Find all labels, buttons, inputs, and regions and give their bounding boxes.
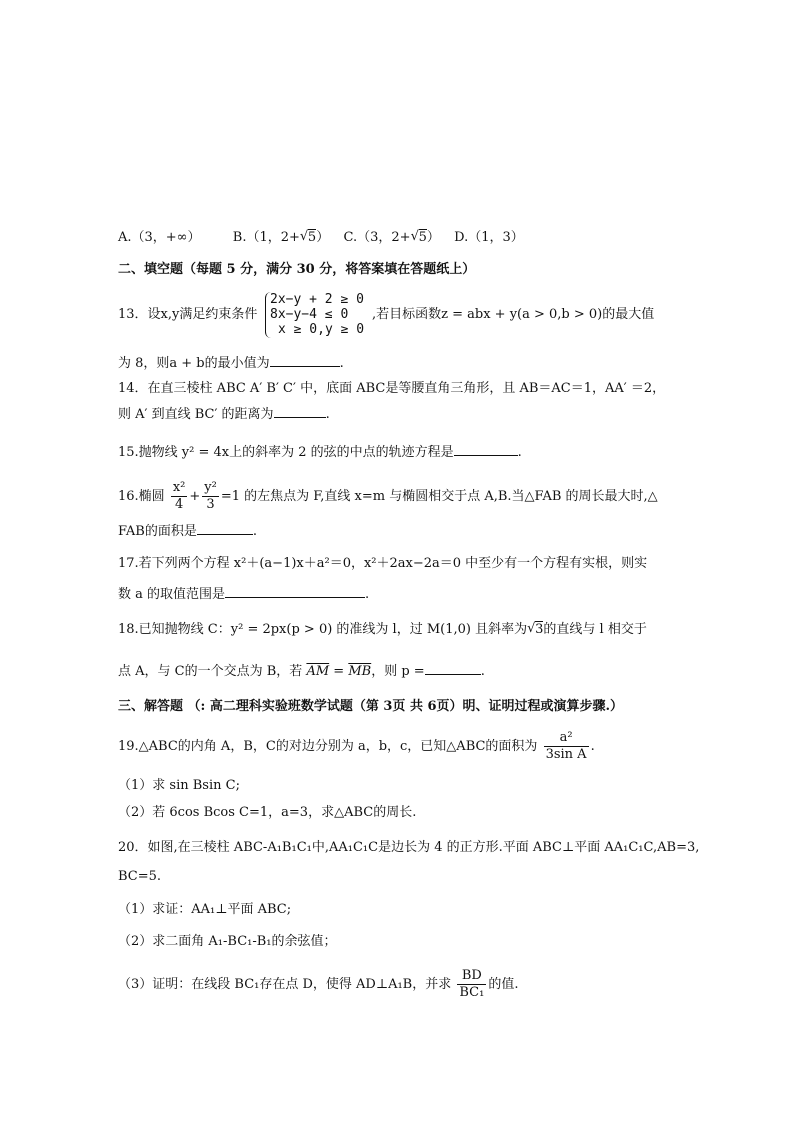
q16-frac-x: $\frac{\text{x²}}{4}$ (172, 480, 186, 512)
q16-line2: FAB的面积是 . (118, 524, 257, 539)
q17-answer-blank[interactable] (225, 585, 365, 598)
q18-line2: 点 A，与 C的一个交点为 B，若 $\overline{AM} = \overline{MB}$，则 p = . (118, 664, 485, 679)
q18-vector-mb: $\overline{MB}$ (348, 664, 372, 679)
q20-part1: （1）求证：AA₁⊥平面 ABC; (118, 902, 292, 917)
q18-answer-blank[interactable] (425, 662, 481, 675)
q17-line2: 数 a 的取值范围是 . (118, 587, 370, 602)
q17-line1: 17.若下列两个方程 x²＋(a−1)x＋a²＝0，x²＋2ax−2a＝0 中至少有一个方程有实根，则实 (118, 556, 648, 571)
section-2-title: 二、填空题（每题 5 分，满分 30 分，将答案填在答题纸上） (118, 262, 476, 277)
q20-part3: （3）证明：在线段 BC₁存在点 D，使得 AD⊥A₁B，并求 $\frac{BD}{\text{BC₁}}$ 的值. (118, 968, 519, 1000)
q14-answer-blank[interactable] (274, 405, 326, 418)
q19-part1: （1）求 sin Bsin C; (118, 778, 240, 793)
q15: 15.抛物线 y² = 4x上的斜率为 2 的弦的中点的轨迹方程是 . (118, 445, 522, 460)
q18-vector-am: $\overline{AM}$ (306, 664, 330, 679)
q13-constraint-2: 8x−y−4 ≤ 0 (270, 307, 349, 322)
q14-line2: 则 A′ 到直线 BC′ 的距离为 . (118, 407, 330, 422)
q20-ratio-frac: $\frac{BD}{\text{BC₁}}$ (459, 968, 485, 1000)
q13-objective: ,若目标函数z = abx + y(a > 0,b > 0)的最大值 (372, 307, 655, 322)
q19-line1: 19.△ABC的内角 A，B，C的对边分别为 a，b，c，已知△ABC的面积为 $\frac{\text{a²}}{\text{3sin A}}$ . (118, 730, 595, 762)
option-b: B.（1，2+ √ 5） (233, 230, 329, 245)
q13-constraint-3: x ≥ 0,y ≥ 0 (278, 322, 365, 337)
q19-part2: （2）若 6cos Bcos C=1，a=3，求△ABC的周长. (118, 805, 417, 820)
q20-part2: （2）求二面角 A₁-BC₁-B₁的余弦值； (118, 934, 337, 949)
q16-frac-y: $\frac{\text{y²}}{3}$ (204, 480, 217, 512)
q15-answer-blank[interactable] (454, 443, 518, 456)
q13-constraint-1: 2x−y + 2 ≥ 0 (270, 292, 364, 307)
q20-line1: 20．如图,在三棱柱 ABC-A₁B₁C₁中,AA₁C₁C是边长为 4 的正方形.平面 ABC⊥平面 AA₁C₁C,AB=3, (118, 840, 700, 855)
q14-line1: 14．在直三棱柱 ABC A′ B′ C′ 中，底面 ABC是等腰直角三角形，且 AB＝AC＝1，AA′ ＝2， (118, 381, 666, 396)
choice-options (118, 229, 524, 247)
q13-line2: 为 8，则a + b的最小值为 . (118, 356, 344, 371)
q16-answer-blank[interactable] (197, 522, 253, 535)
option-d: D.（1，3） (454, 230, 524, 245)
option-a: A.（3，+∞） (118, 230, 201, 245)
q13-constraints (270, 292, 364, 337)
q20-line2: BC=5. (118, 869, 162, 884)
q18-line1: 18.已知抛物线 C：y² = 2px(p > 0) 的准线为 l，过 M(1,0) 且斜率为 √ 3的直线与 l 相交于 (118, 621, 647, 639)
q16-line1: 16.椭圆 $\frac{\text{x²}}{4}$ + $\frac{\text{y²}}{3}$ =1 的左焦点为 F,直线 x=m 与椭圆相交于点 A,B.当△FAB 的周长最大时,△ (118, 480, 658, 512)
option-c: C.（3，2+ √ 5） (344, 230, 440, 245)
section-3-title: 三、解答题 （: 高二理科实验班数学试题（第 3页 共 6页）明、证明过程或演算步骤.） (118, 699, 624, 714)
q13-answer-blank[interactable] (270, 354, 340, 367)
q13-prefix: 13．设x,y满足约束条件 (118, 307, 258, 322)
q19-area-frac: $\frac{\text{a²}}{\text{3sin A}}$ (545, 730, 587, 762)
